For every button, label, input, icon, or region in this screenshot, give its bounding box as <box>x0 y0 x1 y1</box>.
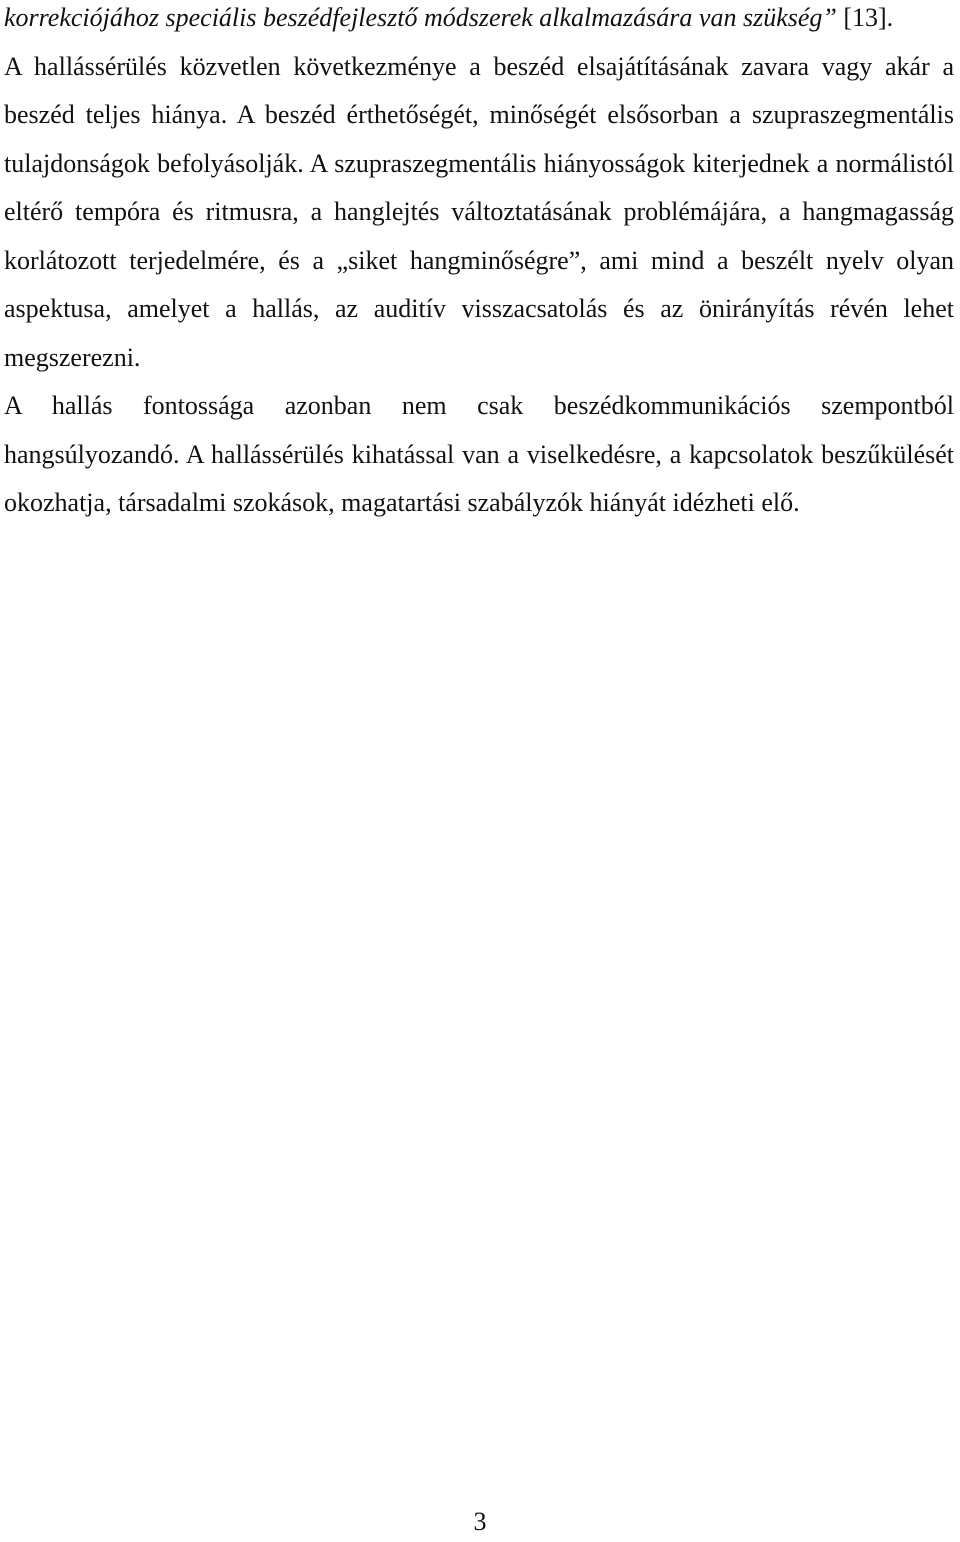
paragraph-hearing-importance: A hallás fontossága azonban nem csak beszédkommunikációs szempontból hangsúlyozandó. A hallássérülés kihatással van a viselkedésre, a kapcsolatok beszűkülését okozhatja, társadalmi szokások, magatartási szabályzók hiányát idézheti elő. <box>4 391 954 517</box>
paragraph-hearing-loss-speech: A hallássérülés közvetlen következménye a beszéd elsajátításának zavara vagy akár a beszéd teljes hiánya. A beszéd érthetőségét, minőségét elsősorban a szupraszegmentális tulajdonságok befolyásolják. A szupraszegmentális hiányosságok kiterjednek a normálistól eltérő tempóra és ritmusra, a hanglejtés változtatásának problémájára, a hangmagasság korlátozott terjedelmére, és a „siket hangminőségre”, ami mind a beszélt nyelv olyan aspektusa, amelyet a hallás, az auditív visszacsatolás és az önirányítás révén lehet megszerezni. <box>4 51 954 372</box>
closing-quote-mark: ” <box>822 3 837 32</box>
document-body <box>4 0 954 528</box>
italic-quote-text: korrekciójához speciális beszédfejlesztő módszerek alkalmazására van szükség <box>4 3 823 32</box>
citation-reference: [13]. <box>836 3 894 32</box>
page-number: 3 <box>473 1507 487 1536</box>
paragraph-quote-continuation <box>4 0 954 43</box>
